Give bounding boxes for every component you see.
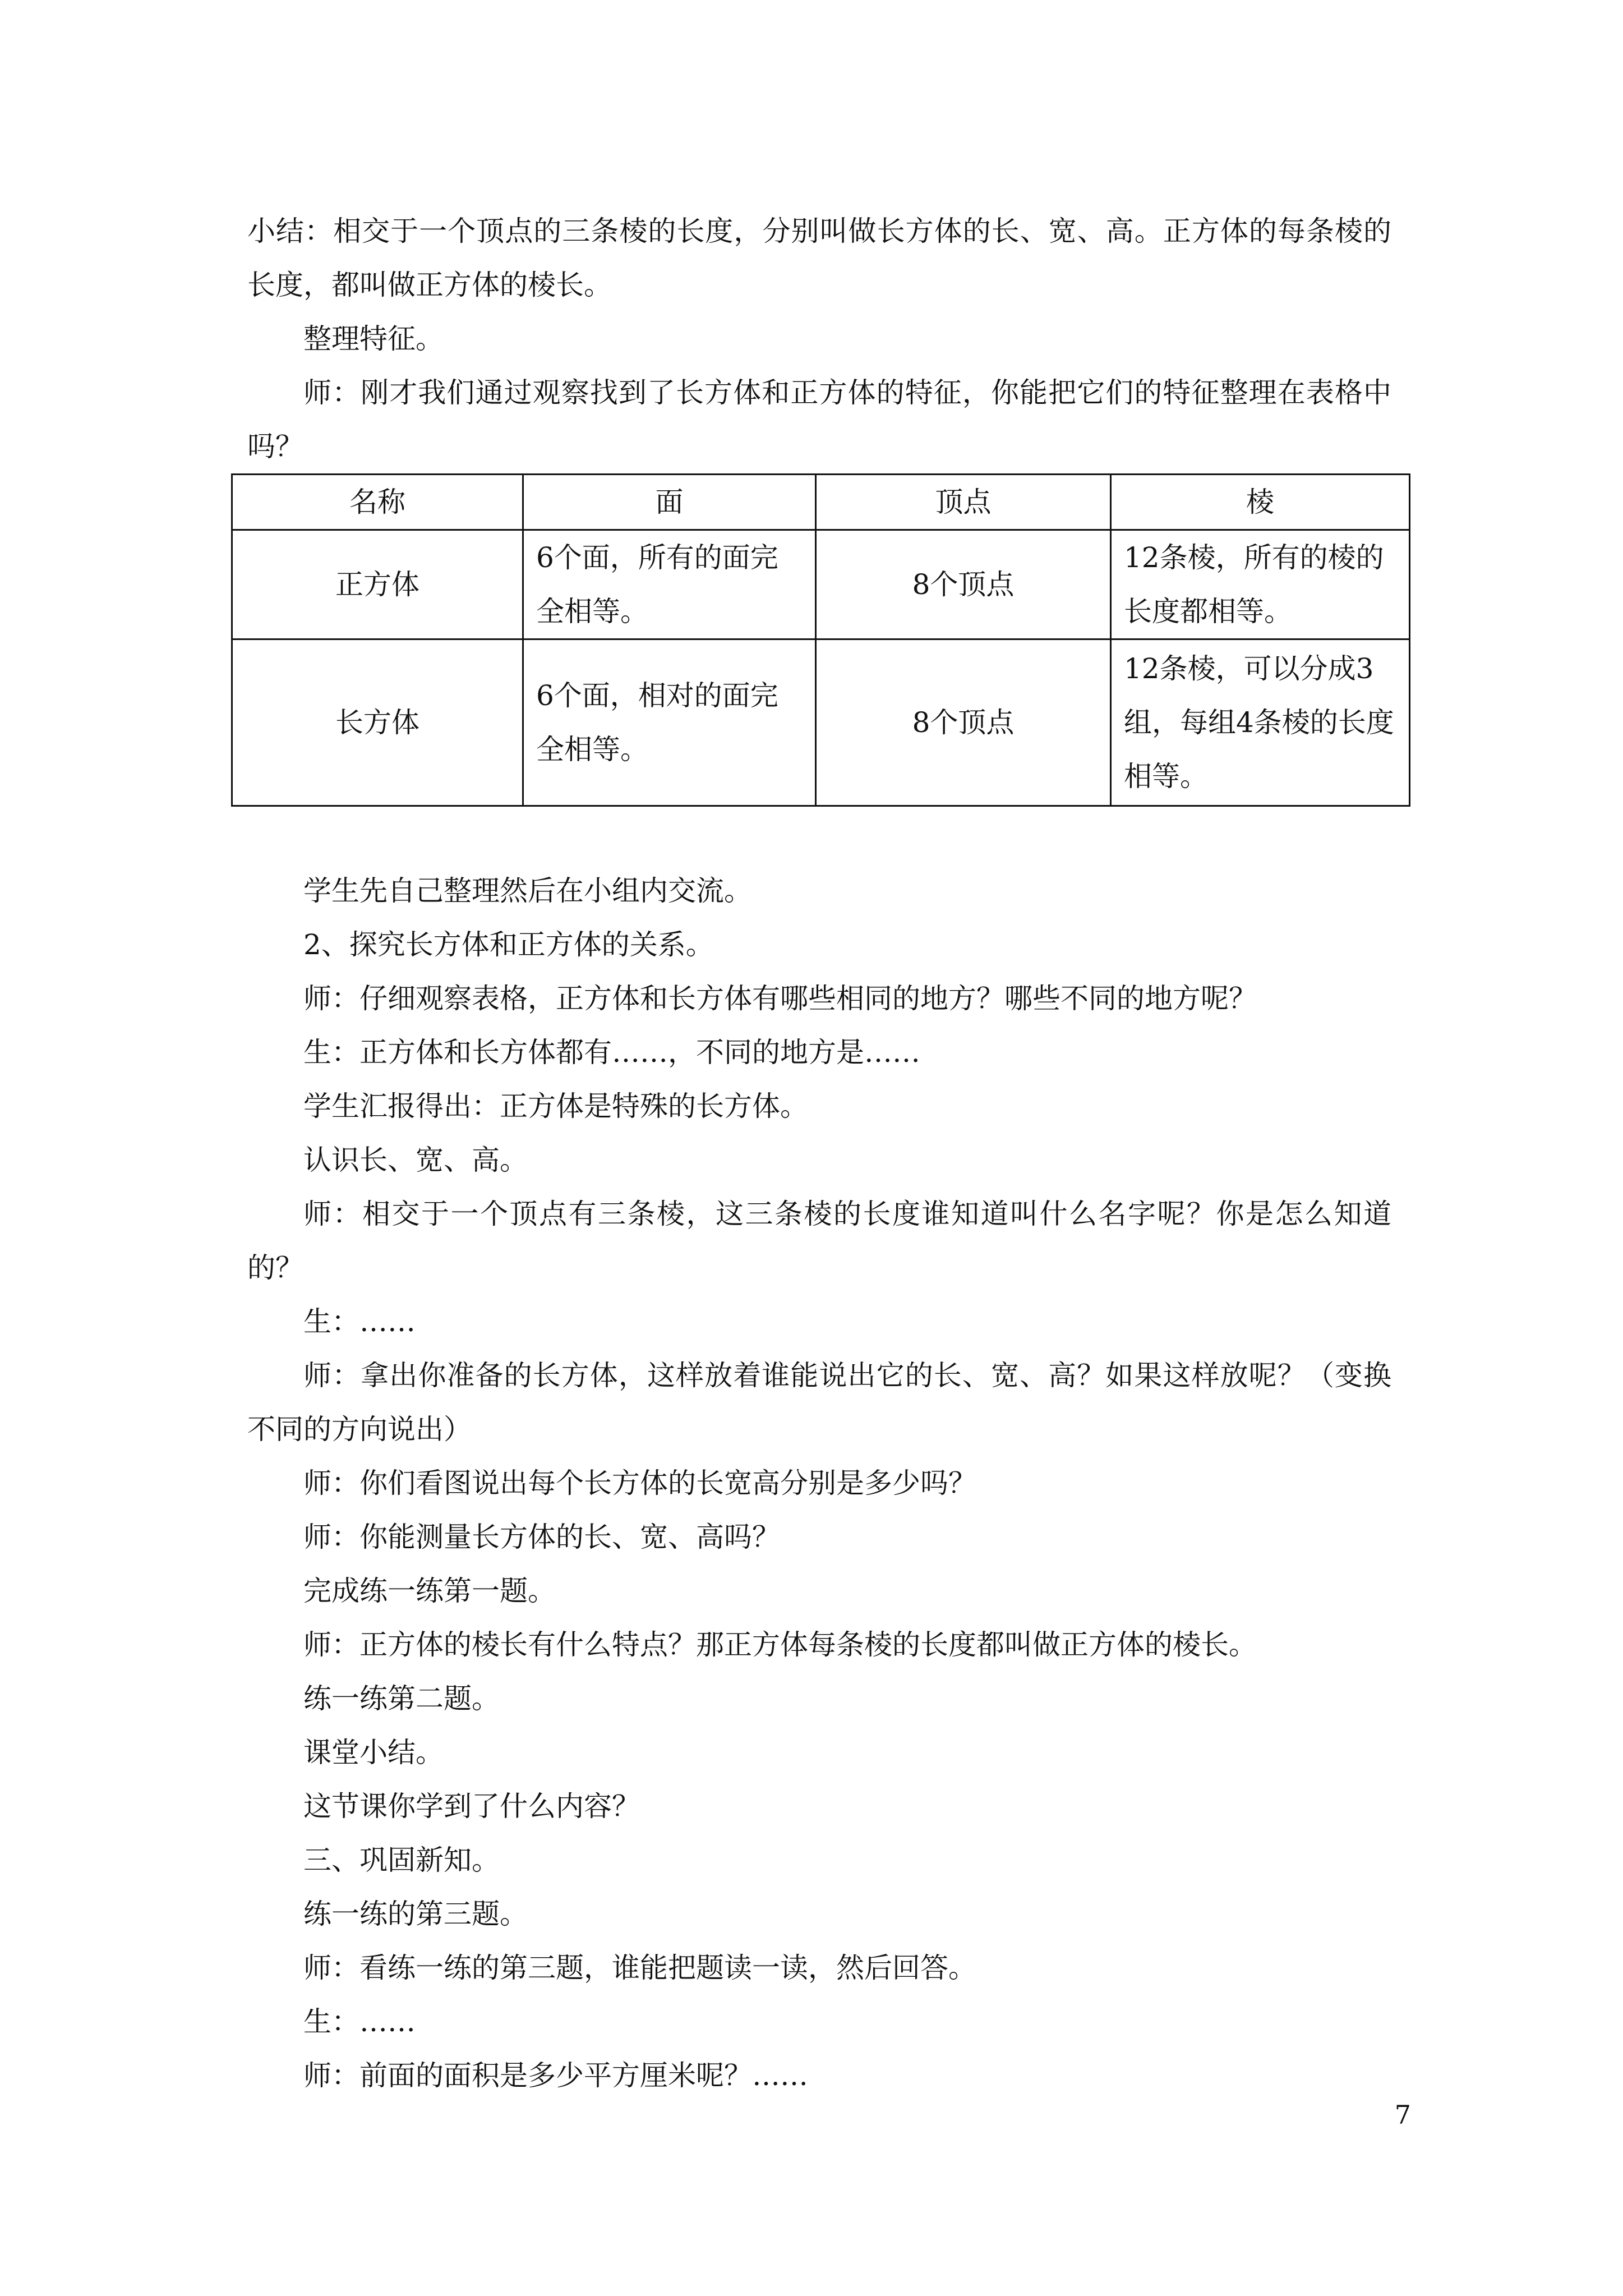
cell-edges: 12条棱，可以分成3组，每组4条棱的长度相等。	[1111, 639, 1410, 806]
text-line: 练一练的第三题。	[303, 1898, 528, 1930]
summary-paragraph: 小结：相交于一个顶点的三条棱的长度，分别叫做长方体的长、宽、高。正方体的每条棱的长度，都叫做正方体的棱长。	[247, 215, 1391, 301]
section-heading: 三、巩固新知。	[303, 1844, 500, 1876]
text-line: 课堂小结。	[303, 1736, 444, 1769]
table-row-cube	[232, 530, 1410, 639]
organize-features-line: 整理特征。	[303, 323, 444, 355]
text-line: 师：你能测量长方体的长、宽、高吗？	[303, 1521, 780, 1553]
text-line: 这节课你学到了什么内容？	[303, 1790, 640, 1823]
header-vertices: 顶点	[816, 475, 1111, 530]
text-line: 认识长、宽、高。	[303, 1144, 528, 1176]
text-line: 生：……	[303, 2005, 416, 2038]
cell-faces: 6个面，相对的面完全相等。	[523, 639, 816, 806]
lesson-text-block	[247, 864, 1391, 2102]
cell-name: 正方体	[232, 530, 523, 639]
table-header-row	[232, 475, 1410, 530]
page-number: 7	[1394, 2100, 1411, 2130]
header-edges: 棱	[1111, 475, 1410, 530]
text-line: 师：正方体的棱长有什么特点？那正方体每条棱的长度都叫做正方体的棱长。	[303, 1628, 1257, 1661]
text-line: 师：拿出你准备的长方体，这样放着谁能说出它的长、宽、高？如果这样放呢？（变换不同的方向说出）	[247, 1359, 1391, 1446]
text-line: 学生汇报得出：正方体是特殊的长方体。	[303, 1090, 808, 1122]
cell-faces: 6个面，所有的面完全相等。	[523, 530, 816, 639]
text-line: 师：你们看图说出每个长方体的长宽高分别是多少吗？	[303, 1467, 976, 1499]
text-line: 生：……	[303, 1305, 416, 1338]
text-line: 师：看练一练的第三题，谁能把题读一读，然后回答。	[303, 1952, 976, 1984]
section-heading: 2、探究长方体和正方体的关系。	[303, 928, 714, 961]
text-line: 练一练第二题。	[303, 1682, 500, 1715]
intro-text-block	[247, 204, 1391, 473]
cell-name: 长方体	[232, 639, 523, 806]
text-line: 师：前面的面积是多少平方厘米呢？……	[303, 2059, 808, 2092]
text-line: 完成练一练第一题。	[303, 1575, 556, 1607]
table-row-cuboid	[232, 639, 1410, 806]
cell-vertices: 8个顶点	[816, 530, 1111, 639]
text-line: 师：相交于一个顶点有三条棱，这三条棱的长度谁知道叫什么名字呢？你是怎么知道的？	[247, 1198, 1391, 1284]
teacher-prompt-paragraph: 师：刚才我们通过观察找到了长方体和正方体的特征，你能把它们的特征整理在表格中吗？	[247, 376, 1391, 463]
text-line: 生：正方体和长方体都有……，不同的地方是……	[303, 1036, 920, 1069]
cell-vertices: 8个顶点	[816, 639, 1111, 806]
text-line: 学生先自己整理然后在小组内交流。	[303, 875, 752, 907]
features-table	[231, 473, 1410, 807]
text-line: 师：仔细观察表格，正方体和长方体有哪些相同的地方？哪些不同的地方呢？	[303, 982, 1257, 1015]
cell-edges: 12条棱，所有的棱的长度都相等。	[1111, 530, 1410, 639]
header-faces: 面	[523, 475, 816, 530]
header-name: 名称	[232, 475, 523, 530]
